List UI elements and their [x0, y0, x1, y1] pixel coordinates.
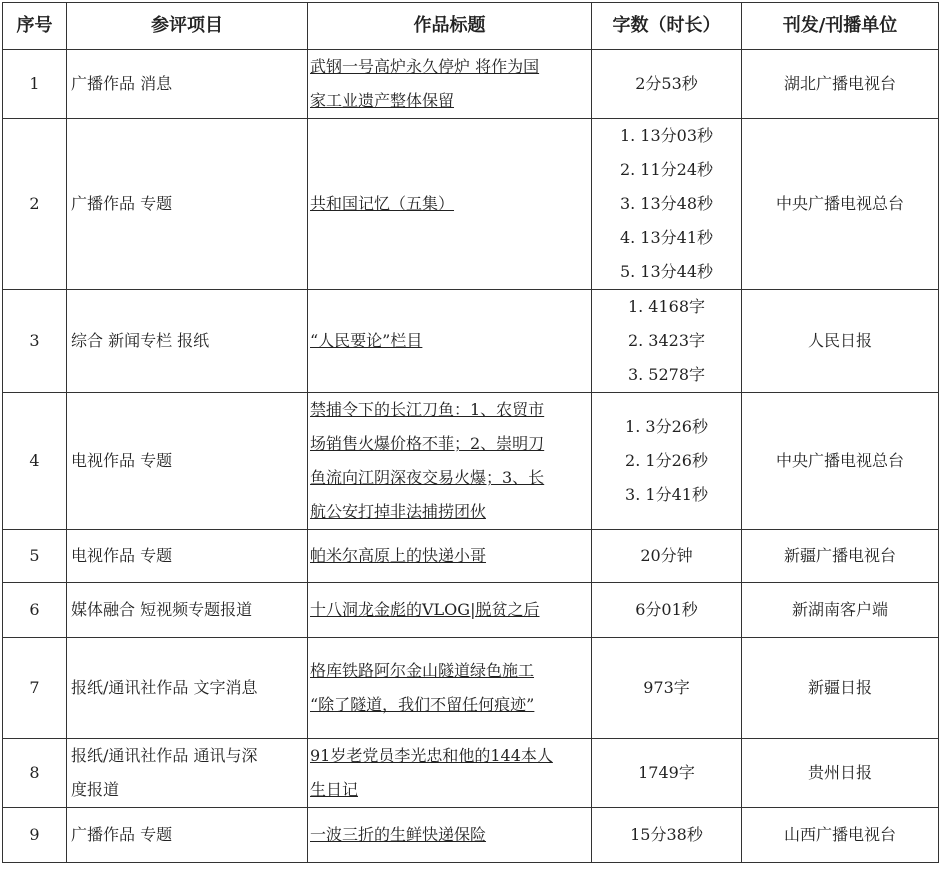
row-no: 6: [3, 583, 67, 638]
row-item: 广播作品 专题: [67, 119, 308, 290]
table-row: [3, 739, 939, 808]
row-duration: 1. 3分26秒 2. 1分26秒 3. 1分41秒: [592, 393, 742, 530]
row-no: 2: [3, 119, 67, 290]
row-title[interactable]: [308, 50, 592, 119]
row-unit: 新湖南客户端: [742, 583, 939, 638]
row-unit: 人民日报: [742, 290, 939, 393]
row-unit: 新疆广播电视台: [742, 530, 939, 583]
row-unit: 中央广播电视总台: [742, 119, 939, 290]
row-item: 电视作品 专题: [67, 393, 308, 530]
header-row: [3, 3, 939, 50]
title-link[interactable]: “人民要论”栏目: [310, 331, 423, 350]
header-title: 作品标题: [308, 3, 592, 50]
row-title[interactable]: [308, 739, 592, 808]
row-title[interactable]: [308, 638, 592, 739]
row-title[interactable]: [308, 393, 592, 530]
title-link[interactable]: 一波三折的生鲜快递保险: [310, 825, 487, 844]
row-duration: 1749字: [592, 739, 742, 808]
row-no: 3: [3, 290, 67, 393]
row-duration: 15分38秒: [592, 808, 742, 863]
header-duration: 字数（时长）: [592, 3, 742, 50]
row-no: 4: [3, 393, 67, 530]
row-unit: 贵州日报: [742, 739, 939, 808]
row-title[interactable]: [308, 530, 592, 583]
table-row: [3, 119, 939, 290]
row-item: 电视作品 专题: [67, 530, 308, 583]
table-row: [3, 530, 939, 583]
title-link[interactable]: 共和国记忆（五集）: [310, 194, 455, 213]
title-link: 91岁老党员李光忠和他的144本人 生日记: [310, 746, 553, 799]
row-item: 广播作品 专题: [67, 808, 308, 863]
header-item: 参评项目: [67, 3, 308, 50]
awards-table: [2, 2, 939, 863]
row-duration: 6分01秒: [592, 583, 742, 638]
row-title[interactable]: [308, 119, 592, 290]
title-link[interactable]: 帕米尔高原上的快递小哥: [310, 546, 487, 565]
table-row: [3, 50, 939, 119]
row-item: 综合 新闻专栏 报纸: [67, 290, 308, 393]
header-unit: 刊发/刊播单位: [742, 3, 939, 50]
row-no: 5: [3, 530, 67, 583]
row-no: 1: [3, 50, 67, 119]
row-duration: 20分钟: [592, 530, 742, 583]
row-duration: 1. 13分03秒 2. 11分24秒 3. 13分48秒 4. 13分41秒 5. 13分44秒: [592, 119, 742, 290]
row-unit: 新疆日报: [742, 638, 939, 739]
title-link: 格库铁路阿尔金山隧道绿色施工 “除了隧道，我们不留任何痕迹”: [310, 661, 535, 714]
title-link[interactable]: 十八洞龙金彪的VLOG|脱贫之后: [310, 600, 540, 619]
table-row: [3, 583, 939, 638]
row-title[interactable]: [308, 290, 592, 393]
row-item: 报纸/通讯社作品 通讯与深 度报道: [67, 739, 308, 808]
row-unit: 中央广播电视总台: [742, 393, 939, 530]
row-item: 广播作品 消息: [67, 50, 308, 119]
row-no: 9: [3, 808, 67, 863]
row-item: 媒体融合 短视频专题报道: [67, 583, 308, 638]
row-title[interactable]: [308, 583, 592, 638]
row-item: 报纸/通讯社作品 文字消息: [67, 638, 308, 739]
table-row: [3, 290, 939, 393]
row-unit: 湖北广播电视台: [742, 50, 939, 119]
header-no: 序号: [3, 3, 67, 50]
row-no: 7: [3, 638, 67, 739]
row-duration: 1. 4168字 2. 3423字 3. 5278字: [592, 290, 742, 393]
table-row: [3, 638, 939, 739]
row-duration: 2分53秒: [592, 50, 742, 119]
row-unit: 山西广播电视台: [742, 808, 939, 863]
row-title[interactable]: [308, 808, 592, 863]
table-row: [3, 808, 939, 863]
title-link: 禁捕令下的长江刀鱼：1、农贸市 场销售火爆价格不菲；2、崇明刀 鱼流向江阴深夜交易火爆；3、长 航公安打掉非法捕捞团伙: [310, 400, 545, 521]
table-row: [3, 393, 939, 530]
row-no: 8: [3, 739, 67, 808]
row-duration: 973字: [592, 638, 742, 739]
title-link: 武钢一号高炉永久停炉 将作为国 家工业遗产整体保留: [310, 57, 540, 110]
